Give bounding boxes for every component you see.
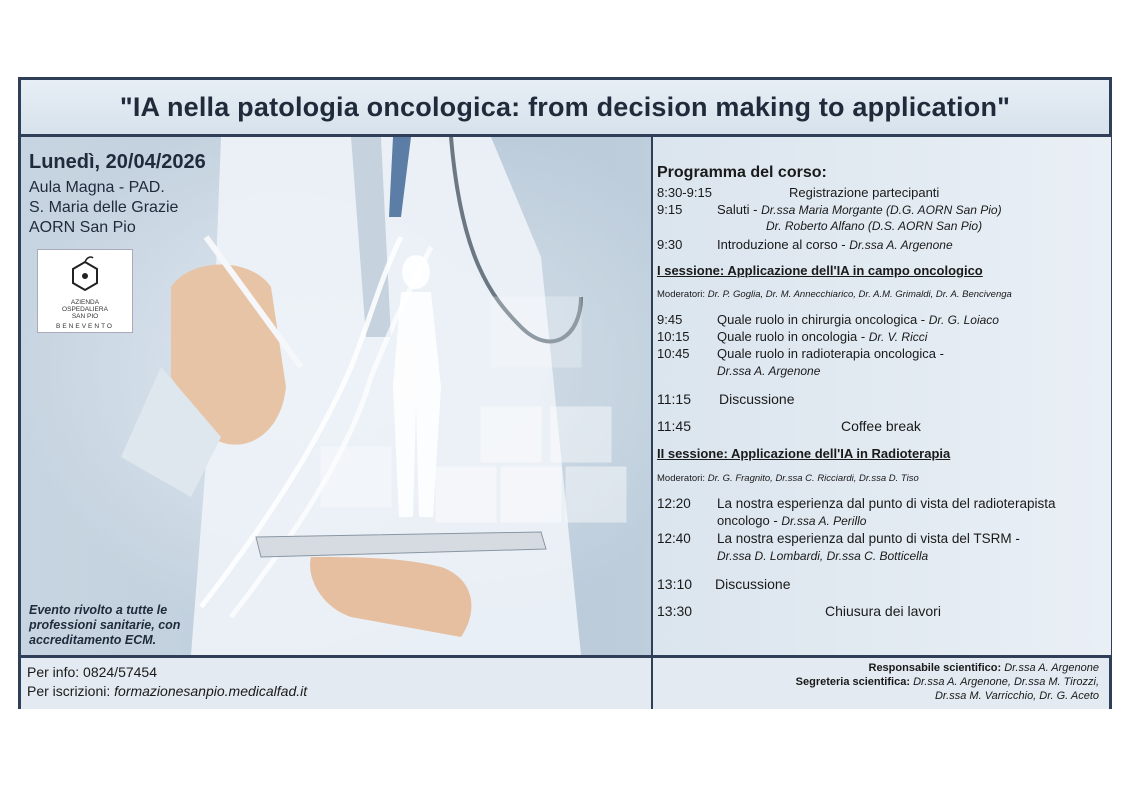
event-audience-note: Evento rivolto a tutte le professioni sanitarie, con accreditamento ECM. <box>29 603 181 647</box>
event-location-line-3: AORN San Pio <box>29 219 136 236</box>
logo-text-1: AZIENDA <box>70 299 100 306</box>
contact-info: Per info: 0824/57454 <box>27 664 157 680</box>
event-date: Lunedì, 20/04/2026 <box>29 151 206 173</box>
registration-info: Per iscrizioni: formazionesanpio.medicalfad.it <box>27 683 308 699</box>
session-1-title: I sessione: Applicazione dell'IA in campo oncologico <box>657 263 983 278</box>
title-bar <box>21 80 1109 137</box>
course-poster <box>18 77 1112 709</box>
scientific-responsible: Responsabile scientifico: Dr.ssa A. Argenone <box>868 662 1099 674</box>
session-1-moderators: Moderatori: Dr. P. Goglia, Dr. M. Annecchiarico, Dr. A.M. Grimaldi, Dr. A. Bencivenga <box>657 289 1012 300</box>
footer <box>21 655 1109 709</box>
logo-text-4: BENEVENTO <box>56 323 114 330</box>
program-heading: Programma del corso: <box>657 164 827 181</box>
event-location-line-1: Aula Magna - PAD. <box>29 179 165 196</box>
hero-image-panel <box>21 137 651 655</box>
registration-link[interactable]: formazionesanpio.medicalfad.it <box>114 683 308 699</box>
session-2-moderators: Moderatori: Dr. G. Fragnito, Dr.ssa C. Ricciardi, Dr.ssa D. Tiso <box>657 473 919 484</box>
hospital-logo <box>37 249 133 333</box>
hospital-emblem-icon <box>65 254 105 294</box>
logo-text-3: SAN PIO <box>71 313 99 320</box>
poster-title: "IA nella patologia oncologica: from decision making to application" <box>119 91 1011 122</box>
logo-text-2: OSPEDALIERA <box>62 306 108 313</box>
session-2-title: II sessione: Applicazione dell'IA in Radioterapia <box>657 446 951 461</box>
scientific-secretariat: Segreteria scientifica: Dr.ssa A. Argenone, Dr.ssa M. Tirozzi, Dr.ssa M. Varricchio, Dr. G. Aceto <box>795 676 1099 702</box>
footer-divider <box>651 658 653 709</box>
program-panel: Programma del corso: 8:30-9:15 Registrazione partecipanti 9:15 Saluti - Dr.ssa Maria Morgante (D.G. AORN San Pio) Dr. Roberto Alfano (D.S. AORN San Pio) 9:30 Introduzione al corso - Dr.ssa A. Argenone I sessione: Applicazione dell'IA in campo oncologico Moderatori: Dr. P. Goglia, Dr. M. Annecchiarico, Dr. A.M. Grimaldi, Dr. A. Bencivenga 9:45 Quale ruolo in chirurgia oncologica - Dr. G. Loiaco 10:15 Quale ruolo in oncologia - Dr. V. Ricci 10:45 Quale ruolo in radioterapia oncologica - Dr.ssa A. Argenone 11:15 Discussione 11:45 Coffee break II sessione: Applicazione dell'IA in Radioterapia Moderatori: Dr. G. Fragnito, Dr.ssa C. Ricciardi, Dr.ssa D. Tiso 12:20 La nostra esperienza dal punto di vista del radioterapista oncologo - Dr.ssa A. Perillo 12:40 La nostra esperienza dal punto di vista del TSRM - Dr.ssa D. Lombardi, Dr.ssa C. Botticella 13:10 Discussione 13:30 Chiusura dei lavori <box>651 137 1111 655</box>
phone-number: 0824/57454 <box>83 664 157 680</box>
event-location-line-2: S. Maria delle Grazie <box>29 199 179 216</box>
